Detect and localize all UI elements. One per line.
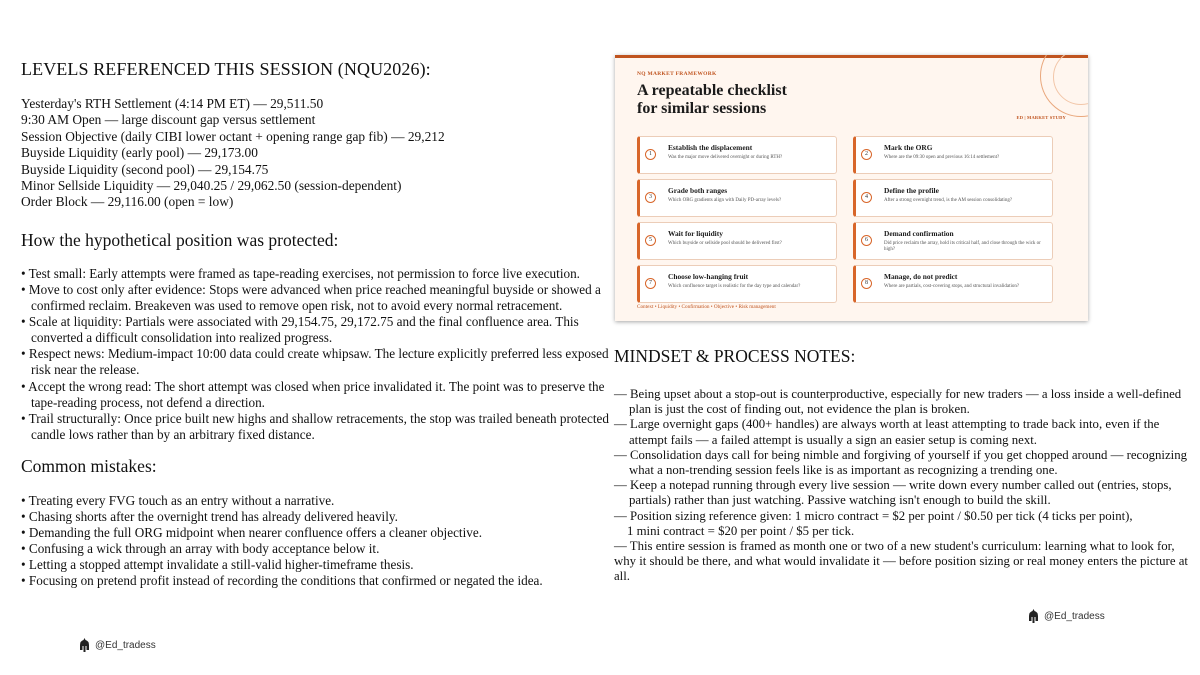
card-subtitle: Was the major move delivered overnight or during RTH? — [668, 155, 783, 160]
step-number: 2 — [861, 149, 872, 160]
card-subtitle: Which buyside or sellside pool should be delivered first? — [668, 241, 782, 246]
checklist-card — [637, 222, 837, 260]
protection-item: • Move to cost only after evidence: Stops were advanced when price reached meaningful buyside or showed a confirmed reclaim. Breakeven was used to remove open risk, not to avoid every normal retracement. — [21, 281, 601, 314]
mistake-item: • Letting a stopped attempt invalidate a still-valid higher-timeframe thesis. — [21, 557, 414, 573]
level-line: Order Block — 29,116.00 (open = low) — [21, 194, 234, 210]
mindset-item: why it should be there, and what would invalidate it — before position sizing or real money enters the picture at all. — [614, 554, 1188, 584]
watermark-handle: @Ed_tradess — [1044, 610, 1105, 622]
mindset-item: — This entire session is framed as month one or two of a new student's curriculum: learning what to look for, — [614, 539, 1175, 554]
mistake-item: • Demanding the full ORG midpoint when nearer confluence offers a cleaner objective. — [21, 525, 483, 541]
slide-footer: Context • Liquidity • Confirmation • Objective • Risk management — [637, 304, 776, 310]
protection-item: • Test small: Early attempts were framed as tape-reading exercises, not permission to force live execution. — [21, 265, 580, 281]
levels-heading: LEVELS REFERENCED THIS SESSION (NQU2026): — [21, 59, 431, 79]
card-subtitle: After a strong overnight trend, is the AM session consolidating? — [884, 198, 1013, 203]
mistake-item: • Focusing on pretend profit instead of recording the conditions that confirmed or negated the idea. — [21, 573, 543, 589]
card-subtitle: Which ORG gradients align with Daily PD-array levels? — [668, 198, 782, 203]
mindset-item: — Being upset about a stop-out is counterproductive, especially for new traders — a loss inside a well-defined plan is just the cost of finding out, not evidence the plan is broken. — [614, 387, 1182, 417]
spartan-helmet-icon — [1028, 609, 1039, 623]
protection-item: • Trail structurally: Once price built new highs and shallow retracements, the stop was trailed beneath protected candle lows rather than by an arbitrary fixed distance. — [21, 410, 609, 442]
mindset-item: — Large overnight gaps (400+ handles) are always worth at least attempting to trade back into, even if the attempt fails — a failed attempt is usually a sign an easier setup is coming next. — [614, 417, 1160, 447]
slide-title-line: A repeatable checklist — [637, 82, 787, 99]
protection-item: • Scale at liquidity: Partials were associated with 29,154.75, 29,172.75 and the final confluence area. This converted a difficult consolidation into realized progress. — [21, 314, 579, 346]
card-title: Establish the displacement — [668, 143, 753, 152]
spartan-helmet-icon — [79, 638, 90, 652]
mindset-item: — Position sizing reference given: 1 micro contract = $2 per point / $0.50 per tick (4 ticks per point), — [614, 508, 1133, 523]
left-column — [21, 58, 611, 589]
level-line: Buyside Liquidity (early pool) — 29,173.00 — [21, 145, 258, 161]
checklist-card — [637, 136, 837, 174]
mistake-item: • Chasing shorts after the overnight trend has already delivered heavily. — [21, 508, 398, 524]
mindset-item: — Keep a notepad running through every live session — write down every number called out (entries, stops, partials) rather than just watching. Passive watching isn't enough to build the skill. — [614, 478, 1172, 508]
card-subtitle: Where are the 09:30 open and previous 16:14 settlement? — [884, 155, 1000, 160]
slide-brand: ED | MARKET STUDY — [1016, 115, 1066, 120]
card-title: Choose low-hanging fruit — [668, 272, 749, 281]
card-title: Wait for liquidity — [668, 229, 723, 238]
mistake-item: • Confusing a wick through an array with body acceptance below it. — [21, 541, 380, 557]
mindset-heading: MINDSET & PROCESS NOTES: — [614, 346, 856, 366]
step-number: 8 — [861, 278, 872, 289]
step-number: 3 — [645, 192, 656, 203]
card-title: Demand confirmation — [884, 229, 954, 238]
protection-heading: How the hypothetical position was protected: — [21, 229, 339, 250]
checklist-card — [637, 179, 837, 217]
watermark-right — [1028, 609, 1105, 623]
level-line: Session Objective (daily CIBI lower octant + opening range gap fib) — 29,212 — [21, 128, 445, 144]
level-line: 9:30 AM Open — large discount gap versus settlement — [21, 112, 316, 128]
level-line: Minor Sellside Liquidity — 29,040.25 / 29,062.50 (session-dependent) — [21, 178, 402, 194]
protection-item: • Respect news: Medium-impact 10:00 data could create whipsaw. The lecture explicitly preferred less exposed risk near the release. — [21, 346, 609, 378]
protection-item: • Accept the wrong read: The short attempt was closed when price invalidated it. The point was to preserve the tape-reading process, not defend a direction. — [21, 378, 605, 410]
slide-title-line: for similar sessions — [637, 99, 767, 117]
mindset-item: 1 mini contract = $20 per point / $5 per tick. — [627, 523, 855, 538]
slide-title — [637, 82, 787, 117]
step-number: 5 — [645, 235, 656, 246]
checklist-card — [853, 222, 1053, 260]
card-subtitle: Where are partials, cost-covering stops, and structural invalidation? — [884, 284, 1020, 289]
checklist-card — [853, 179, 1053, 217]
checklist-slide — [615, 55, 1088, 321]
slide-kicker: NQ MARKET FRAMEWORK — [637, 71, 717, 77]
card-subtitle: Which confluence target is realistic for the day type and calendar? — [668, 284, 801, 289]
watermark-handle: @Ed_tradess — [95, 639, 156, 651]
mistakes-heading: Common mistakes: — [21, 455, 157, 476]
card-title: Manage, do not predict — [884, 272, 958, 281]
checklist-card — [637, 265, 837, 303]
card-subtitle: Did price reclaim the array, hold its critical half, and close through the wick or high? — [884, 241, 1041, 252]
mindset-item: — Consolidation days call for being nimble and forgiving of yourself if you get chopped around — recognizing what a non-trending session feels like is as important as recognizing a trending one. — [614, 447, 1188, 478]
level-line: Yesterday's RTH Settlement (4:14 PM ET) — 29,511.50 — [21, 96, 324, 111]
mistake-item: • Treating every FVG touch as an entry without a narrative. — [21, 492, 335, 508]
card-title: Mark the ORG — [884, 143, 933, 152]
step-number: 6 — [861, 235, 872, 246]
right-column — [614, 345, 1194, 585]
slide-accent-bar — [615, 55, 1088, 58]
card-title: Grade both ranges — [668, 186, 728, 195]
watermark-left — [79, 638, 156, 652]
level-line: Buyside Liquidity (second pool) — 29,154.75 — [21, 161, 269, 177]
checklist-card — [853, 136, 1053, 174]
step-number: 1 — [645, 149, 656, 160]
step-number: 7 — [645, 278, 656, 289]
card-title: Define the profile — [884, 186, 939, 195]
step-number: 4 — [861, 192, 872, 203]
checklist-card — [853, 265, 1053, 303]
